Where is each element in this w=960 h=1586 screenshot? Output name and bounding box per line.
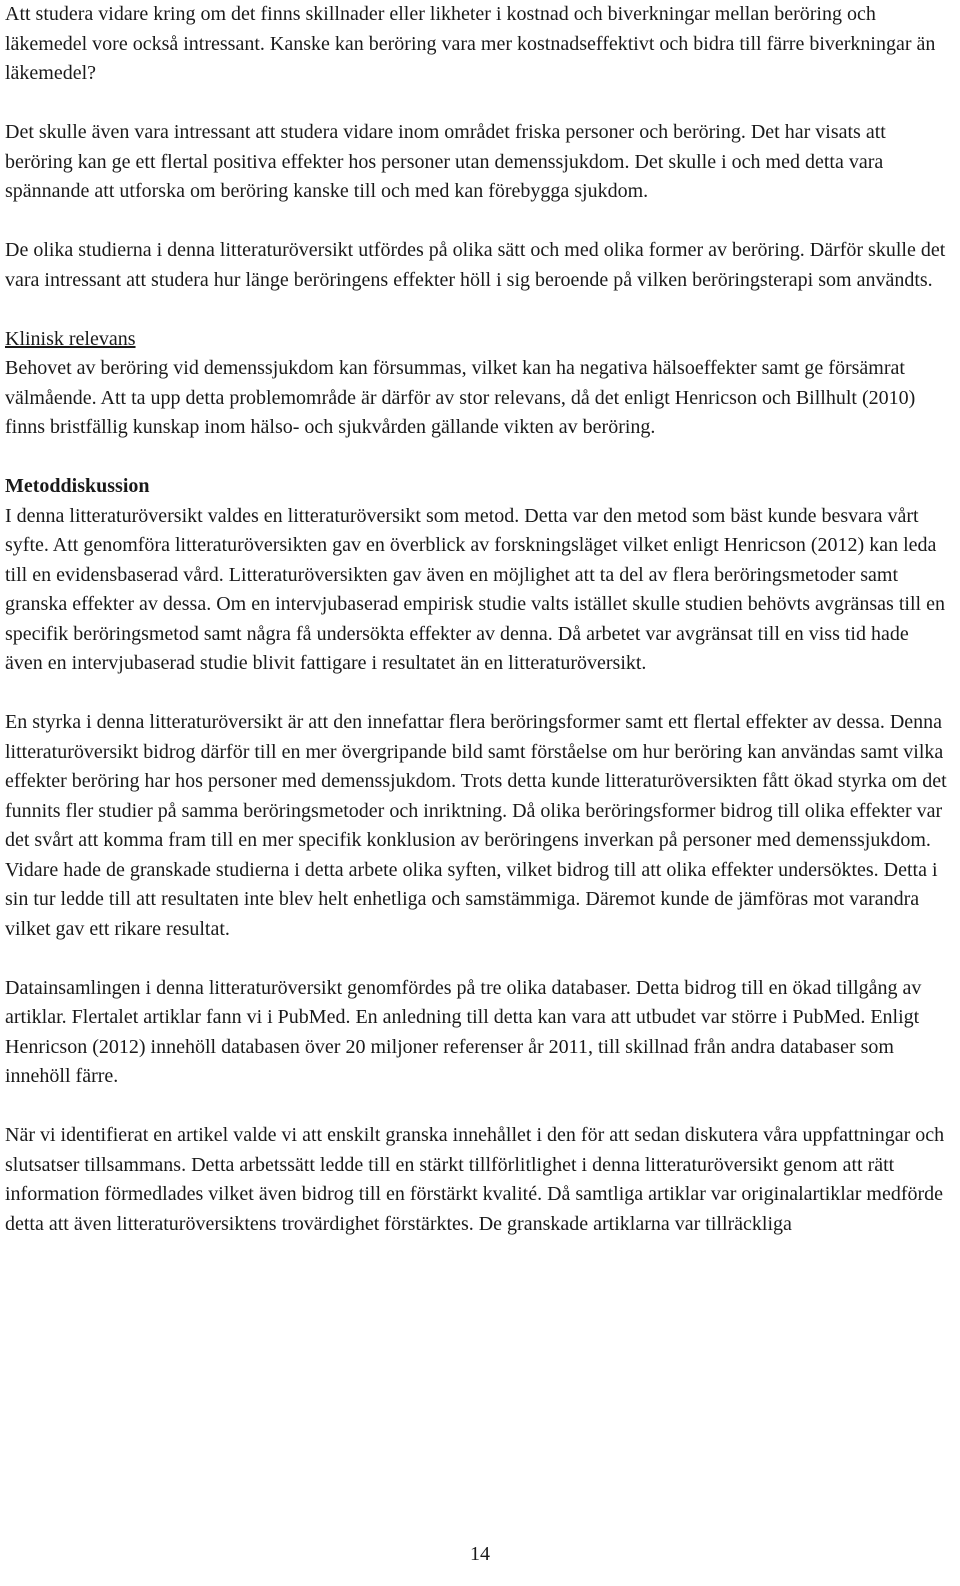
paragraph-healthy-persons: Det skulle även vara intressant att studera vidare inom området friska personer och beröring. Det har visats att beröring kan ge ett flertal positiva effekter hos personer utan demenssjukdom. Det skulle i och med detta vara spännande att utforska om beröring kanske till och med kan förebygga sjukdom. (5, 121, 886, 202)
paragraph-data-collection: Datainsamlingen i denna litteraturöversikt genomfördes på tre olika databaser. Detta bidrog till en ökad tillgång av artiklar. Flertalet artiklar fann vi i PubMed. En anledning till detta kan vara att utbudet var större i PubMed. Enligt Henricson (2012) innehöll databasen över 20 miljoner referenser år 2011, till skillnad från andra databaser som innehöll färre. (5, 976, 922, 1087)
paragraph-method-choice: I denna litteraturöversikt valdes en litteraturöversikt som metod. Detta var den metod som bäst kunde besvara vårt syfte. Att genomföra litteraturöversikten gav en överblick av forskningsläget vilket enligt Henricson (2012) kan leda till en evidensbaserad vård. Litteraturöversikten gav även en möjlighet att ta del av flera beröringsmetoder samt granska effekter av dessa. Om en intervjubaserad empirisk studie valts istället skulle studien behövts avgränsas till en specifik beröringsmetod samt några få undersökta effekter av denna. Då arbetet var avgränsat till en viss tid hade även en intervjubaserad studie blivit fattigare i resultatet än en litteraturöversikt. (5, 504, 945, 674)
paragraph-strength: En styrka i denna litteraturöversikt är att den innefattar flera beröringsformer samt ett flertal effekter av dessa. Denna litteraturöversikt bidrog därför till en mer övergripande bild samt förståelse om hur beröring kan användas samt vilka effekter beröring har hos personer med demenssjukdom. Trots detta kunde litteraturöversikten fått ökad styrka om det funnits fler studier på samma beröringsmetoder och inriktning. Då olika beröringsformer bidrog till olika effekter var det svårt att komma fram till en mer specifik konklusion av beröringens inverkan på personer med demenssjukdom. Vidare hade de granskade studierna i detta arbete olika syften, vilket bidrog till att olika effekter undersöktes. Detta i sin tur ledde till att resultaten inte blev helt enhetliga och samstämmiga. Däremot kunde de jämföras mot varandra vilket gav ett rikare resultat. (5, 711, 947, 940)
page-number: 14 (470, 1543, 490, 1565)
paragraph-article-review: När vi identifierat en artikel valde vi att enskilt granska innehållet i den för att sedan diskutera våra uppfattningar och slutsatser tillsammans. Detta arbetssätt ledde till en stärkt tillförlitlighet i denna litteraturöversikt genom att rätt information förmedlades vilket även bidrog till en förstärkt kvalité. Då samtliga artiklar var originalartiklar medförde detta att även litteraturöversiktens trovärdighet förstärktes. De granskade artiklarna var tillräckliga (5, 1124, 945, 1235)
heading-metoddiskussion: Metoddiskussion (5, 475, 150, 497)
paragraph-klinisk-relevans: Behovet av beröring vid demenssjukdom kan försummas, vilket kan ha negativa hälsoeffekter samt ge försämrat välmående. Att ta upp detta problemområde är därför av stor relevans, då det enligt Henricson och Billhult (2010) finns bristfällig kunskap inom hälso- och sjukvården gällande vikten av beröring. (5, 357, 916, 438)
heading-klinisk-relevans: Klinisk relevans (5, 327, 136, 350)
paragraph-cost-side-effects: Att studera vidare kring om det finns skillnader eller likheter i kostnad och biverkningar mellan beröring och läkemedel vore också intressant. Kanske kan beröring vara mer kostnadseffektivt och bidra till färre biverkningar än läkemedel? (5, 3, 936, 84)
paragraph-touch-forms: De olika studierna i denna litteraturöversikt utfördes på olika sätt och med olika former av beröring. Därför skulle det vara intressant att studera hur länge beröringens effekter höll i sig beroende på vilken beröringsterapi som användts. (5, 239, 946, 291)
document-page (5, 0, 950, 1239)
